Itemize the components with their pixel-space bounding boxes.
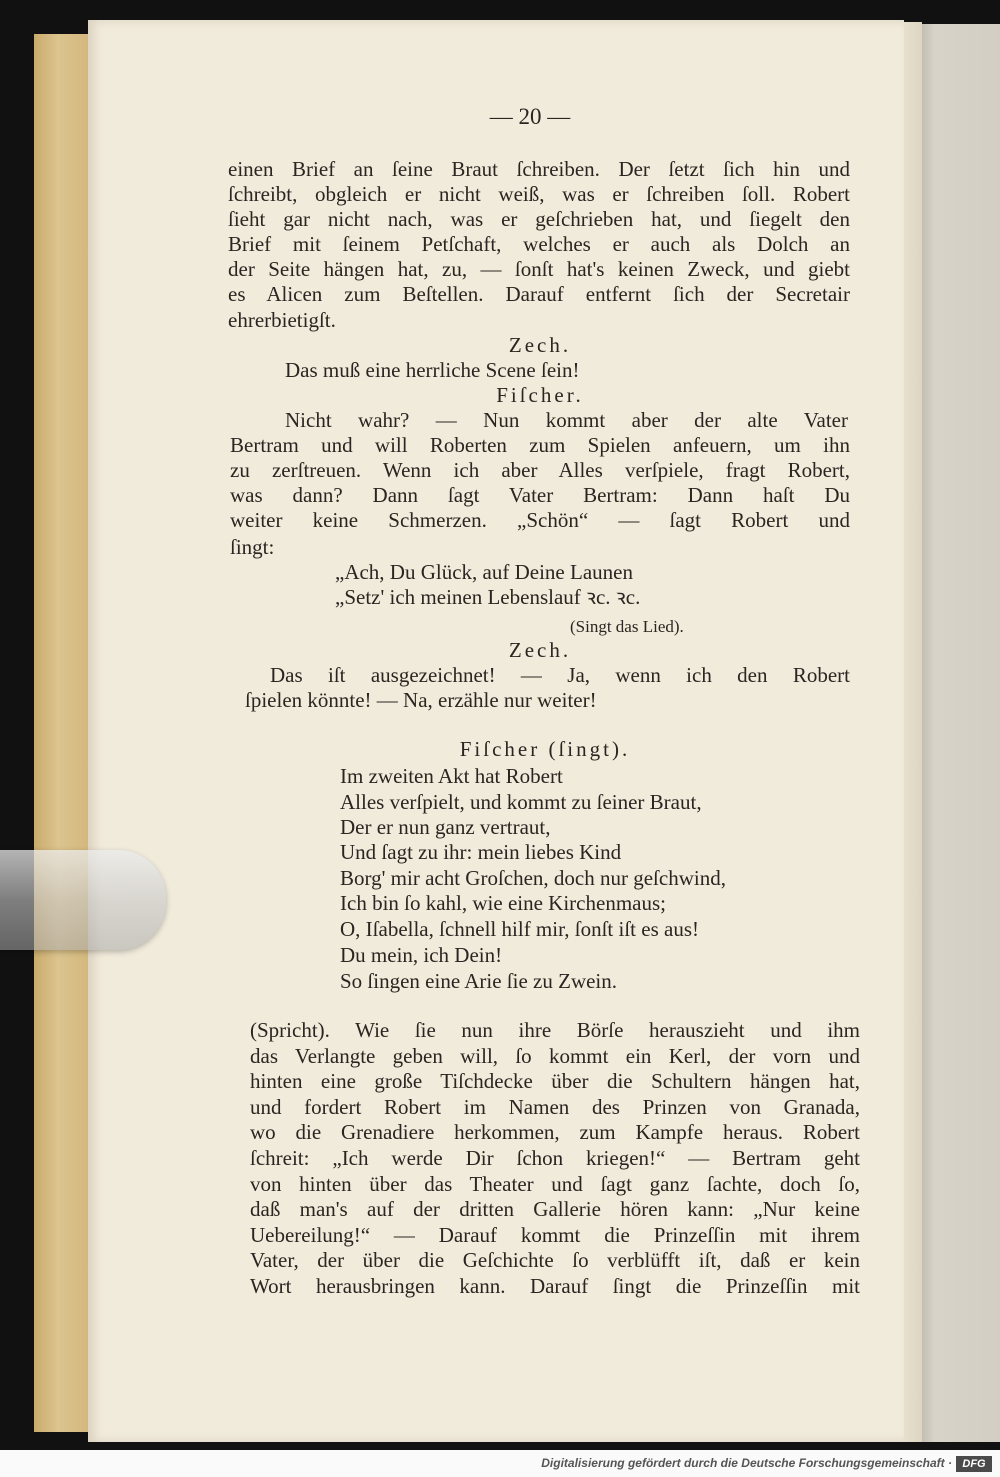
text-line: ſchreibt, obgleich er nicht weiß, was er ſchreiben ſoll. Robert [228, 182, 850, 206]
text-line: einen Brief an ſeine Braut ſchreiben. Der ſetzt ſich hin und [228, 157, 850, 181]
text-line: ſingt: [230, 535, 275, 559]
verse-line: Ich bin ſo kahl, wie eine Kirchenmaus; [340, 891, 666, 915]
verse-line: Du mein, ich Dein! [340, 943, 503, 967]
verse-line: Der er nun ganz vertraut, [340, 815, 551, 839]
text-line: daß man's auf der dritten Gallerie hören kann: „Nur keine [250, 1197, 860, 1221]
speaker-name: Fiſcher. [496, 383, 584, 407]
verse-line: Im zweiten Akt hat Robert [340, 764, 563, 788]
footer-credit: Digitalisierung gefördert durch die Deutsche Forschungsgemeinschaft · [541, 1456, 952, 1470]
page-clip [0, 850, 166, 950]
text-line: von hinten über das Theater und ſagt ganz ſachte, doch ſo, [250, 1172, 860, 1196]
speaker-name: Fiſcher (ſingt). [459, 737, 631, 761]
text-line: ſieht gar nicht nach, was er geſchrieben hat, und ſiegelt den [228, 207, 850, 231]
page-number: — 20 — [489, 104, 571, 129]
text-line: ſchreit: „Ich werde Dir ſchon kriegen!“ — Bertram geht [250, 1146, 860, 1170]
stage-direction: (Singt das Lied). [570, 617, 684, 636]
text-line: Uebereilung!“ — Darauf kommt die Prinzeſſin mit ihrem [250, 1223, 860, 1247]
dfg-logo-icon: DFG [956, 1456, 992, 1472]
text-line: (Spricht). Wie ſie nun ihre Börſe herauszieht und ihm [250, 1018, 860, 1042]
speaker-name: Zech. [508, 333, 572, 357]
verse-line: „Ach, Du Glück, auf Deine Launen [335, 560, 633, 584]
text-line: Brief mit ſeinem Petſchaft, welches er auch als Dolch an [228, 232, 850, 256]
text-line: Bertram und will Roberten zum Spielen anfeuern, um ihn [230, 433, 850, 457]
text-line: und fordert Robert im Namen des Prinzen von Granada, [250, 1095, 860, 1119]
verse-line: Alles verſpielt, und kommt zu ſeiner Braut, [340, 790, 702, 814]
text-line: ehrerbietigſt. [228, 308, 336, 332]
text-line: Das muß eine herrliche Scene ſein! [285, 358, 580, 382]
text-line: Vater, der über die Geſchichte ſo verblüfft iſt, daß er kein [250, 1248, 860, 1272]
text-line: wo die Grenadiere herkommen, zum Kampfe heraus. Robert [250, 1120, 860, 1144]
speaker-name: Zech. [508, 638, 572, 662]
verse-line: So ſingen eine Arie ſie zu Zwein. [340, 969, 618, 993]
text-line: weiter keine Schmerzen. „Schön“ — ſagt Robert und [230, 508, 850, 532]
text-line: zu zerſtreuen. Wenn ich aber Alles verſpiele, fragt Robert, [230, 458, 850, 482]
verse-line: O, Iſabella, ſchnell hilf mir, ſonſt iſt es aus! [340, 917, 699, 941]
verse-line: „Setz' ich meinen Lebenslauf ꝛc. ꝛc. [335, 585, 641, 609]
text-line: das Verlangte geben will, ſo kommt ein Kerl, der vorn und [250, 1044, 860, 1068]
verse-line: Und ſagt zu ihr: mein liebes Kind [340, 840, 622, 864]
text-line: der Seite hängen hat, zu, — ſonſt hat's keinen Zweck, und giebt [228, 257, 850, 281]
text-line: was dann? Dann ſagt Vater Bertram: Dann haſt Du [230, 483, 850, 507]
footer-bar [0, 1450, 1000, 1477]
text-line: es Alicen zum Beſtellen. Darauf entfernt ſich der Secretair [228, 282, 850, 306]
text-line: Nicht wahr? — Nun kommt aber der alte Vater [285, 408, 848, 432]
text-line: ſpielen könnte! — Na, erzähle nur weiter! [245, 688, 597, 712]
book-cover-edge [34, 34, 94, 1432]
text-line: Das iſt ausgezeichnet! — Ja, wenn ich den Robert [270, 663, 850, 687]
text-line: hinten eine große Tiſchdecke über die Schultern hängen hat, [250, 1069, 860, 1093]
text-line: Wort herausbringen kann. Darauf ſingt die Prinzeſſin mit [250, 1274, 860, 1298]
verse-line: Borg' mir acht Groſchen, doch nur geſchwind, [340, 866, 726, 890]
book-cover-right [918, 24, 1000, 1442]
